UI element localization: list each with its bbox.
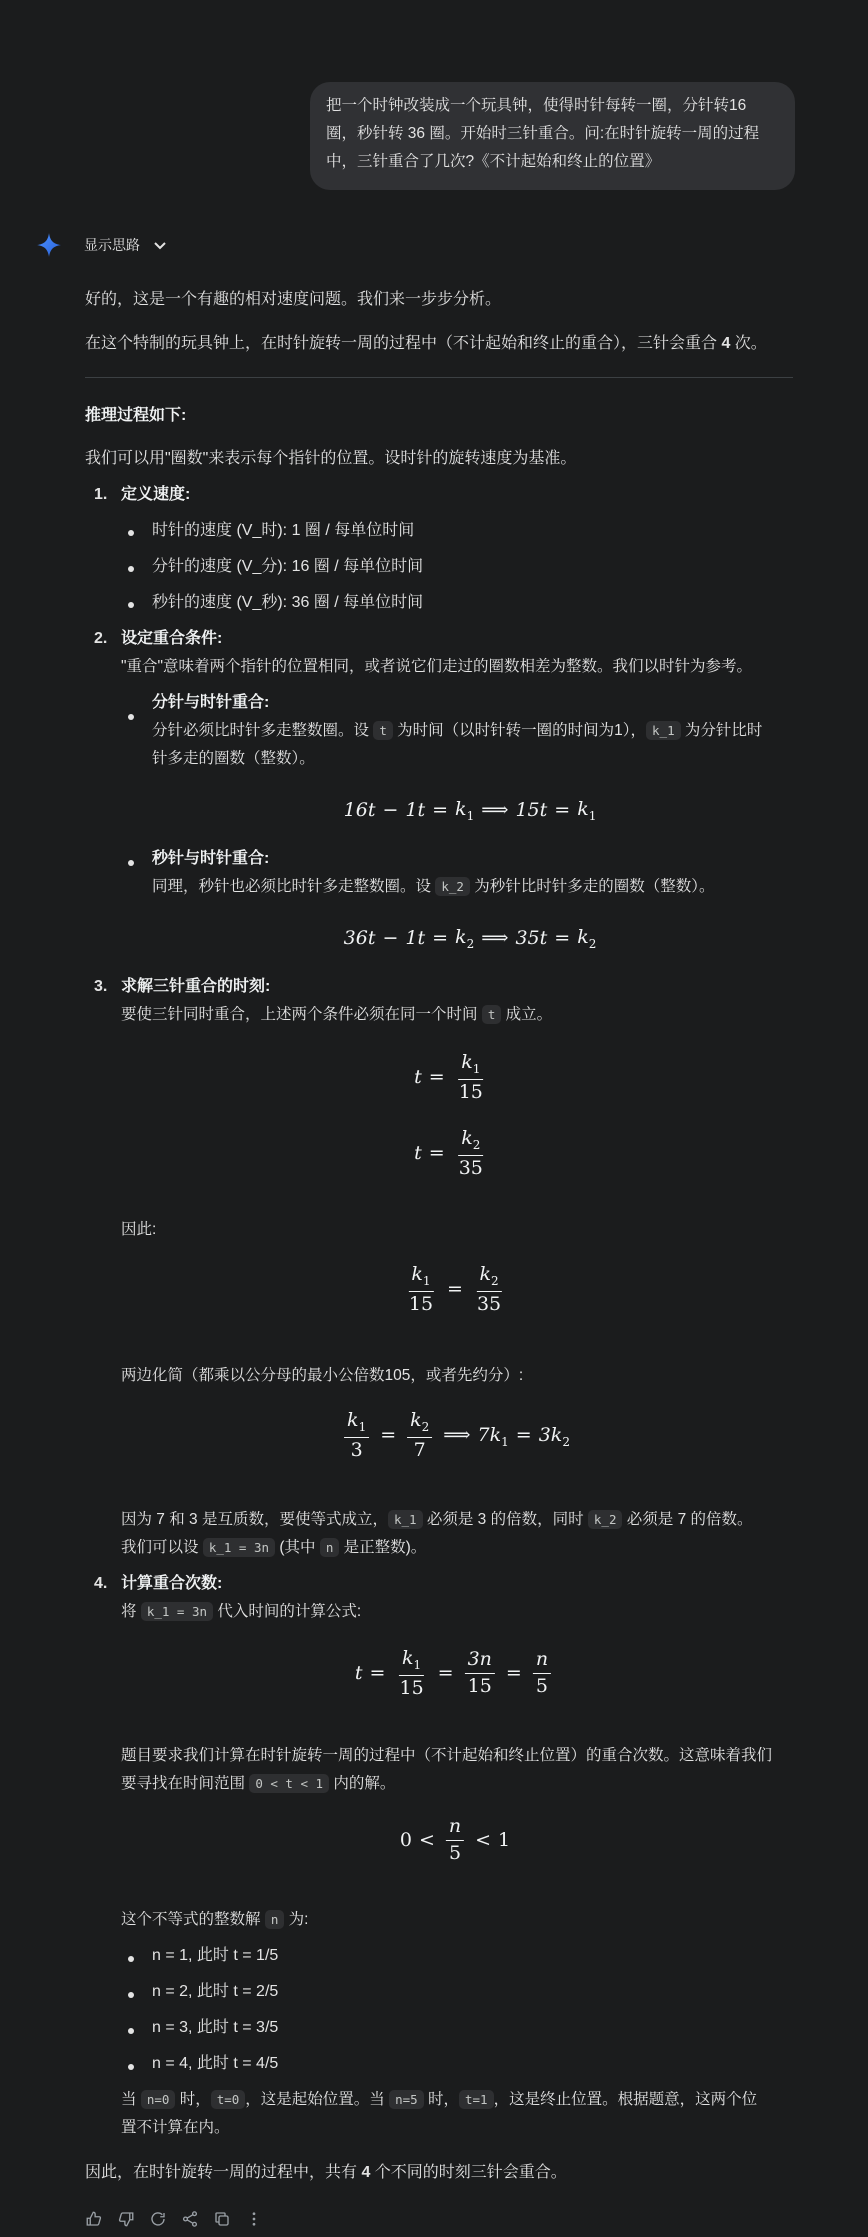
user-message-text: 把一个时钟改装成一个玩具钟，使得时针每转一圈，分针转16圈，秒针转 36 圈。开始时三针重合。问:在时针旋转一周的过程中，三针重合了几次?《不计起始和终止的位置》 [326, 97, 760, 170]
subscript: 2 [466, 936, 475, 951]
denominator: 35 [476, 1292, 502, 1315]
denominator: 5 [448, 1841, 462, 1864]
equation-second-hour [344, 923, 597, 953]
equation-t-n [355, 1648, 555, 1699]
eq-term: 36t [343, 926, 376, 949]
solution-item: n = 2, 此时 t = 2/5 [152, 1983, 279, 2000]
subscript: 1 [472, 1061, 481, 1076]
bullet [128, 1992, 134, 1998]
denominator: 7 [413, 1438, 426, 1461]
eq-term [478, 1421, 509, 1451]
numerator [407, 1410, 432, 1438]
bullet [128, 566, 134, 572]
gemini-spark-icon [36, 232, 62, 258]
code-t: t [482, 1005, 502, 1024]
eq-op: = [432, 926, 449, 949]
chevron-down-icon [152, 237, 168, 253]
divider [85, 377, 793, 378]
fraction [396, 1648, 426, 1699]
equation-t-k2 [414, 1128, 490, 1179]
subscript: 2 [490, 1273, 499, 1288]
var-t: t [414, 1066, 422, 1089]
step4-desc-b: 代入时间的计算公式: [213, 1603, 362, 1620]
conclusion-c: 个不同的时刻三针会重合。 [370, 2164, 567, 2181]
boundary-note [121, 2088, 757, 2111]
numerator [344, 1410, 369, 1438]
step4-number: 4. [94, 1575, 108, 1592]
substitution-note [121, 1536, 426, 1559]
var-k: k [461, 1127, 473, 1149]
eq-term: 0 [399, 1829, 412, 1852]
code-n0: n=0 [141, 2090, 176, 2109]
sub1-text [152, 719, 762, 742]
section-intro: 我们可以用"圈数"来表示每个指针的位置。设时针的旋转速度为基准。 [85, 450, 577, 467]
var-k: k [347, 1409, 359, 1431]
subscript: 1 [466, 808, 475, 823]
conclusion [85, 2161, 793, 2185]
var-k: k [455, 926, 467, 948]
thumb-down-icon[interactable] [117, 2210, 135, 2228]
eq-term [539, 1421, 570, 1451]
bullet [128, 530, 134, 536]
bullet [128, 714, 134, 720]
eq-op: = [428, 1142, 445, 1165]
var-k: k [577, 798, 589, 820]
answer-count: 4 [721, 335, 731, 352]
fraction [465, 1649, 495, 1698]
sub1-text-b: 为时间（以时针转一圈的时间为1）， [392, 722, 647, 739]
eq-op: < [475, 1829, 492, 1852]
intro-text-1: 好的，这是一个有趣的相对速度问题。我们来一步步分析。 [85, 291, 502, 308]
numerator: n [446, 1816, 464, 1841]
eq-term: 15t [515, 798, 548, 821]
end-b: 时， [175, 2091, 211, 2108]
solution-item: n = 3, 此时 t = 3/5 [152, 2019, 279, 2036]
sub1-text-d: 针多走的圈数（整数）。 [152, 750, 315, 767]
denominator: 35 [458, 1156, 483, 1179]
numerator [458, 1052, 483, 1080]
eq-op: = [380, 1424, 397, 1447]
note2-a: 我们可以设 [121, 1539, 203, 1556]
sub1-text-c: 为分针比时 [680, 722, 763, 739]
code-t: t [373, 721, 393, 740]
bullet [128, 1956, 134, 1962]
end-e: ，这是终止位置。根据题意，这两个位 [493, 2091, 758, 2108]
eq-term [577, 923, 596, 953]
sol-b: 为: [284, 1911, 309, 1928]
equation-inequality [400, 1816, 510, 1865]
req-b: 要寻找在时间范围 [121, 1775, 250, 1792]
equation-t-k1 [414, 1052, 490, 1103]
sub2-text-a: 同理，秒针也必须比时针多走整数圈。设 [152, 878, 436, 895]
equation-simplified [340, 1410, 570, 1461]
subscript: 1 [588, 808, 597, 823]
eq-op: = [554, 926, 571, 949]
copy-icon[interactable] [213, 2210, 231, 2228]
numerator [399, 1648, 424, 1676]
bullet [128, 2064, 134, 2070]
subscript: 1 [501, 1434, 509, 1449]
intro-paragraph-1 [85, 288, 793, 312]
code-t1: t=1 [459, 2090, 494, 2109]
speed-second: 秒针的速度 (V_秒): 36 圈 / 每单位时间 [152, 594, 424, 611]
code-k1-3n: k_1 = 3n [203, 1538, 275, 1557]
subscript: 2 [588, 936, 597, 951]
end-a: 当 [121, 2091, 141, 2108]
eq-term: 35t [515, 926, 548, 949]
subscript: 2 [472, 1137, 481, 1152]
note-c: 必须是 7 的倍数。 [622, 1511, 753, 1528]
step3-desc-a: 要使三针同时重合，上述两个条件必须在同一个时间 [121, 1006, 482, 1023]
eq-op: < [418, 1829, 435, 1852]
code-k2: k_2 [435, 877, 470, 896]
code-k1-3n: k_1 = 3n [141, 1602, 213, 1621]
requirement-text-1: 题目要求我们计算在时针旋转一周的过程中（不计起始和终止位置）的重合次数。这意味着我们 [121, 1747, 773, 1764]
denominator: 15 [408, 1292, 434, 1315]
show-thinking-label: 显示思路 [84, 236, 140, 253]
subscript: 2 [421, 1419, 430, 1434]
fraction [474, 1264, 504, 1315]
fraction [533, 1649, 551, 1698]
sol-a: 这个不等式的整数解 [121, 1911, 265, 1928]
note2-b: (其中 [275, 1539, 320, 1556]
refresh-icon[interactable] [149, 2210, 167, 2228]
eq-term [577, 795, 596, 825]
code-t0: t=0 [211, 2090, 246, 2109]
subscript: 1 [422, 1273, 431, 1288]
code-n: n [320, 1538, 340, 1557]
step3-desc [121, 1003, 552, 1026]
therefore-label: 因此: [121, 1221, 157, 1238]
code-n5: n=5 [389, 2090, 424, 2109]
step4-title: 计算重合次数: [121, 1575, 223, 1592]
eq-op: = [554, 798, 571, 821]
bullet [128, 860, 134, 866]
fraction [446, 1816, 464, 1865]
show-thinking-toggle[interactable] [36, 230, 168, 260]
equation-minute-hour [344, 795, 597, 825]
step2-desc: "重合"意味着两个指针的位置相同，或者说它们走过的圈数相差为整数。我们以时针为参考。 [121, 658, 753, 675]
conclusion-a: 因此，在时针旋转一周的过程中，共有 [85, 2164, 362, 2181]
step1-number: 1. [94, 486, 108, 503]
eq-op: = [447, 1278, 463, 1301]
section-title: 推理过程如下: [85, 407, 187, 424]
simplify-text: 两边化简（都乘以公分母的最小公倍数105，或者先约分）: [121, 1367, 524, 1384]
eq-op: = [505, 1662, 522, 1685]
sub1-text-a: 分针必须比时针多走整数圈。设 [152, 722, 374, 739]
step2-number: 2. [94, 630, 108, 647]
step3-title: 求解三针重合的时刻: [121, 978, 271, 995]
boundary-note-2: 置不计算在内。 [121, 2119, 230, 2136]
step2-title: 设定重合条件: [121, 630, 223, 647]
bullet [128, 2028, 134, 2034]
step4-desc-a: 将 [121, 1603, 141, 1620]
subscript: 2 [562, 1434, 570, 1449]
sub2-text [152, 875, 714, 898]
numerator [408, 1264, 433, 1292]
note2-c: 是正整数)。 [339, 1539, 427, 1556]
bullet [128, 602, 134, 608]
eq-op: − [382, 798, 399, 821]
denominator: 15 [399, 1676, 424, 1699]
eq-op: = [515, 1424, 532, 1447]
numerator: n [533, 1649, 551, 1674]
fraction [407, 1410, 432, 1461]
eq-op: = [369, 1662, 386, 1685]
more-icon[interactable] [245, 2210, 263, 2228]
response-actions [85, 2210, 263, 2228]
fraction [456, 1128, 486, 1179]
var-k: k [461, 1051, 473, 1073]
speed-hour: 时针的速度 (V_时): 1 圈 / 每单位时间 [152, 522, 415, 539]
intro-paragraph-2 [85, 332, 793, 356]
eq-implies: ⟹ [481, 798, 509, 821]
req-c: 内的解。 [329, 1775, 396, 1792]
user-message-bubble [310, 82, 795, 190]
sub2-title: 秒针与时针重合: [152, 850, 270, 867]
fraction [406, 1264, 436, 1315]
code-range: 0 < t < 1 [249, 1774, 329, 1793]
var-term: 7k [477, 1423, 502, 1446]
solution-item: n = 4, 此时 t = 4/5 [152, 2055, 279, 2072]
step4-desc [121, 1600, 361, 1623]
numerator: 3n [465, 1649, 495, 1674]
var-t: t [354, 1662, 363, 1685]
fraction [456, 1052, 486, 1103]
eq-op: − [382, 926, 399, 949]
denominator: 15 [458, 1080, 483, 1103]
var-k: k [401, 1647, 414, 1669]
eq-term: 1t [405, 926, 426, 949]
subscript: 1 [358, 1419, 367, 1434]
numerator [476, 1264, 501, 1292]
end-c: ，这是起始位置。当 [245, 2091, 390, 2108]
eq-term: 1 [498, 1829, 511, 1852]
fraction [344, 1410, 369, 1461]
sub1-title: 分针与时针重合: [152, 694, 270, 711]
intro-text-2c: 次。 [730, 335, 767, 352]
intro-text-2a: 在这个特制的玩具钟上，在时针旋转一周的过程中（不计起始和终止的重合），三针会重合 [85, 335, 722, 352]
numerator [458, 1128, 483, 1156]
var-k: k [411, 1263, 423, 1285]
var-k: k [410, 1409, 422, 1431]
step3-number: 3. [94, 978, 108, 995]
eq-op: = [437, 1662, 454, 1685]
step3-desc-b: 成立。 [501, 1006, 553, 1023]
note-a: 因为 7 和 3 是互质数，要使等式成立， [121, 1511, 388, 1528]
var-t: t [414, 1142, 422, 1165]
var-term: 3k [538, 1423, 563, 1446]
eq-term [455, 795, 474, 825]
eq-term: 1t [405, 798, 426, 821]
eq-term: 16t [343, 798, 376, 821]
end-d: 时， [423, 2091, 459, 2108]
requirement-text-2 [121, 1772, 395, 1795]
var-k: k [455, 798, 467, 820]
note-b: 必须是 3 的倍数，同时 [422, 1511, 588, 1528]
var-k: k [577, 926, 589, 948]
eq-implies: ⟹ [481, 926, 509, 949]
share-icon[interactable] [181, 2210, 199, 2228]
eq-op: = [432, 798, 449, 821]
eq-implies: ⟹ [443, 1424, 471, 1447]
solution-intro [121, 1908, 308, 1931]
denominator: 3 [350, 1438, 363, 1461]
denominator: 5 [535, 1675, 549, 1698]
subscript: 1 [413, 1657, 422, 1672]
equation-k1-k2-ratio [402, 1264, 508, 1315]
step1-title: 定义速度: [121, 486, 191, 503]
code-k2: k_2 [588, 1510, 623, 1529]
code-k1: k_1 [646, 721, 681, 740]
solution-item: n = 1, 此时 t = 1/5 [152, 1947, 279, 1964]
denominator: 15 [467, 1675, 492, 1698]
code-n: n [265, 1910, 285, 1929]
sub2-text-b: 为秒针比时针多走的圈数（整数）。 [469, 878, 715, 895]
speed-minute: 分针的速度 (V_分): 16 圈 / 每单位时间 [152, 558, 424, 575]
eq-op: = [428, 1066, 445, 1089]
var-k: k [479, 1263, 491, 1285]
code-k1: k_1 [388, 1510, 423, 1529]
eq-term [455, 923, 474, 953]
conclusion-count: 4 [361, 2164, 371, 2181]
thumb-up-icon[interactable] [85, 2210, 103, 2228]
coprime-note [121, 1508, 753, 1531]
